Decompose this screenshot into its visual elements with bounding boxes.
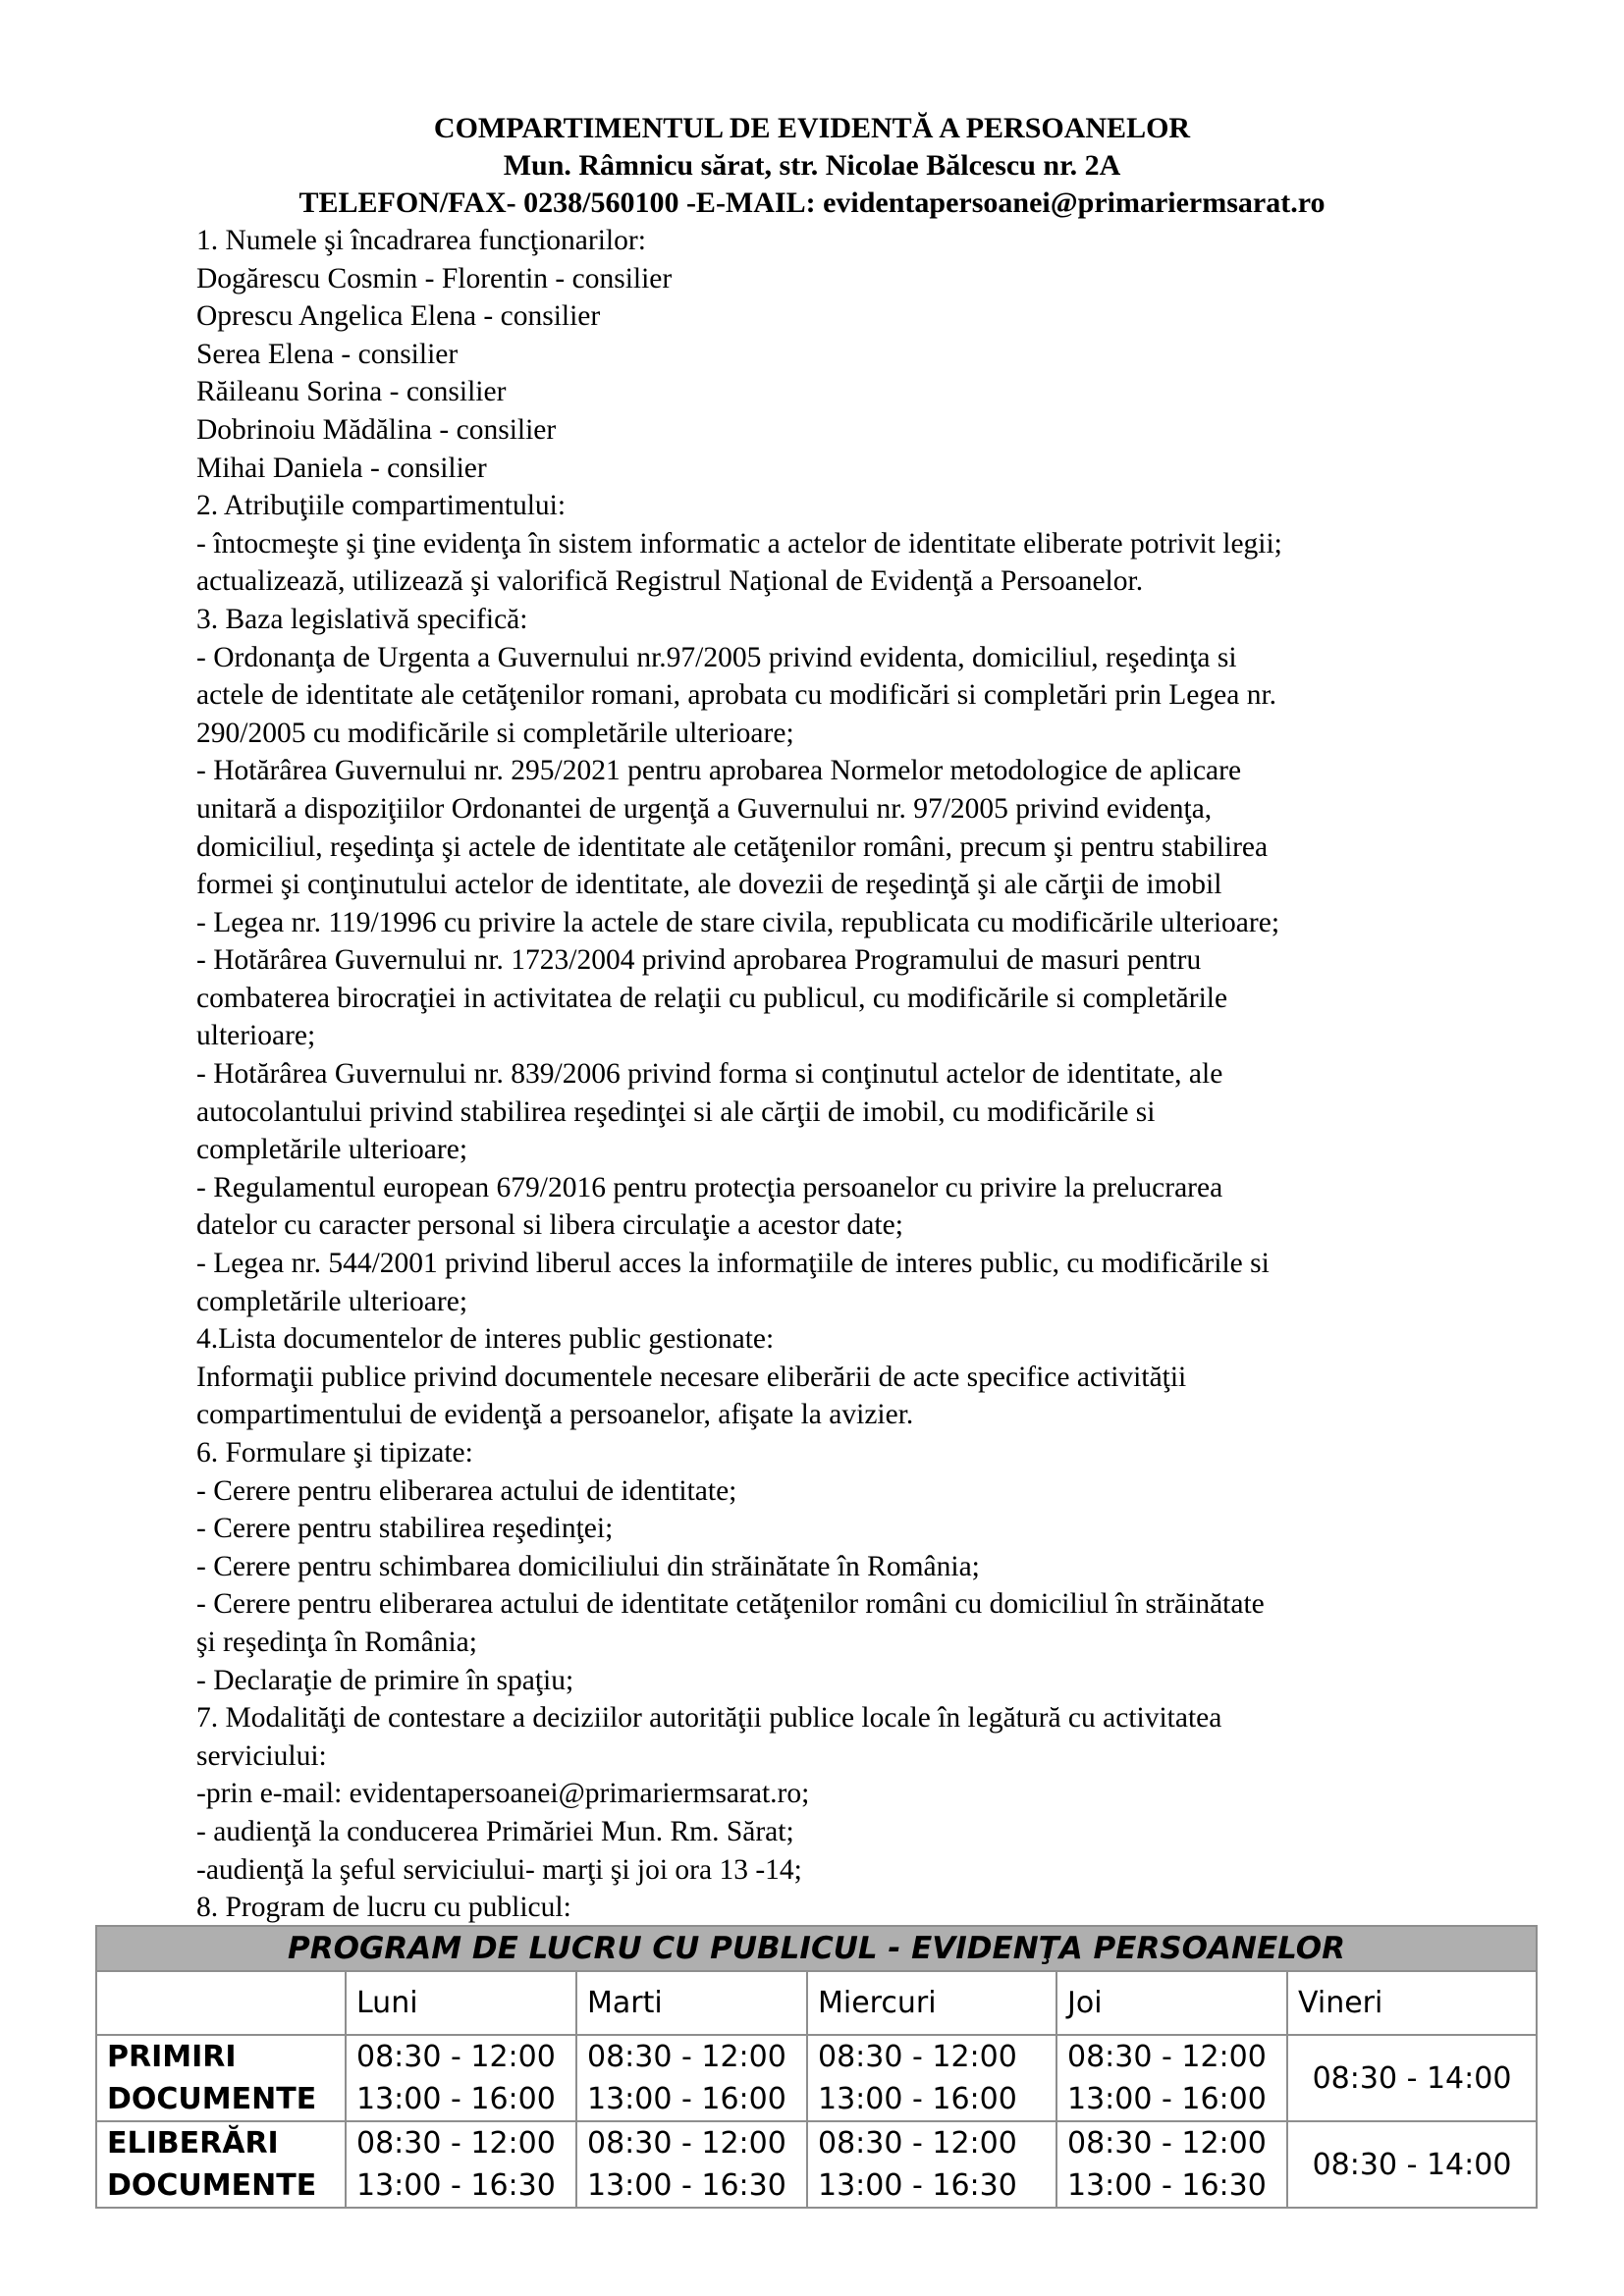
time-range: 13:00 - 16:30 — [818, 2168, 1017, 2203]
time-cell — [576, 2035, 807, 2121]
time-range: 08:30 - 12:00 — [818, 2040, 1017, 2074]
row-label-line: DOCUMENTE — [107, 2082, 317, 2116]
schedule-days-row — [96, 1971, 1537, 2035]
day-header: Marti — [576, 1971, 807, 2035]
body-line: 290/2005 cu modificările si completările ulterioare; — [196, 717, 794, 749]
body-line: 2. Atribuţiile compartimentului: — [196, 490, 567, 522]
time-range: 08:30 - 12:00 — [1067, 2040, 1267, 2074]
body-line: 7. Modalităţi de contestare a deciziilor autorităţii publice locale în legătură cu activitatea — [196, 1702, 1222, 1735]
body-line: unitară a dispoziţiilor Ordonantei de urgenţă a Guvernului nr. 97/2005 privind evidenţa, — [196, 792, 1213, 825]
body-line: datelor cu caracter personal si libera circulaţie a acestor date; — [196, 1209, 903, 1242]
schedule-row-primiri — [96, 2035, 1537, 2121]
time-range: 13:00 - 16:00 — [587, 2082, 786, 2116]
body-line: - Cerere pentru eliberarea actului de identitate cetăţenilor români cu domiciliul în străinătate — [196, 1588, 1265, 1621]
body-line: - Legea nr. 544/2001 privind liberul acces la informaţiile de interes public, cu modificările si — [196, 1248, 1270, 1280]
day-header: Joi — [1056, 1971, 1287, 2035]
time-cell — [1056, 2035, 1287, 2121]
time-range: 13:00 - 16:00 — [356, 2082, 556, 2116]
time-range: 13:00 - 16:00 — [1067, 2082, 1267, 2116]
body-line: actualizează, utilizează şi valorifică Registrul Naţional de Evidenţă a Persoanelor. — [196, 565, 1144, 598]
body-line: - Cerere pentru schimbarea domiciliului din străinătate în România; — [196, 1550, 980, 1582]
time-range: 08:30 - 12:00 — [587, 2040, 786, 2074]
body-line: - Declaraţie de primire în spaţiu; — [196, 1664, 574, 1696]
body-line: domiciliul, reşedinţa şi actele de identitate ale cetăţenilor români, precum şi pentru stabilirea — [196, 830, 1269, 863]
body-line: completările ulterioare; — [196, 1285, 468, 1317]
time-cell — [807, 2121, 1056, 2208]
day-header: Vineri — [1287, 1971, 1537, 2035]
time-range: 08:30 - 12:00 — [356, 2040, 556, 2074]
header-contact: TELEFON/FAX- 0238/560100 -E-MAIL: evidentapersoanei@primariermsarat.ro — [298, 187, 1326, 219]
row-label — [96, 2035, 346, 2121]
schedule-table — [95, 1925, 1538, 2209]
row-label-line: DOCUMENTE — [107, 2168, 317, 2203]
time-range: 13:00 - 16:30 — [1067, 2168, 1267, 2203]
body-line: Serea Elena - consilier — [196, 338, 459, 370]
friday-time-cell: 08:30 - 14:00 — [1287, 2121, 1537, 2208]
body-line: şi reşedinţa în România; — [196, 1626, 477, 1658]
body-line: Dobrinoiu Mădălina - consilier — [196, 413, 557, 446]
body-line: formei şi conţinutului actelor de identitate, ale dovezii de reşedinţă şi ale cărţii de imobil — [196, 869, 1222, 901]
body-line: - Ordonanţa de Urgenta a Guvernului nr.97/2005 privind evidenta, domiciliul, reşedinţa si — [196, 641, 1237, 673]
body-line: -audienţă la şeful serviciului- marţi şi joi ora 13 -14; — [196, 1853, 802, 1886]
body-line: Dogărescu Cosmin - Florentin - consilier — [196, 262, 673, 294]
body-line: combaterea birocraţiei in activitatea de relaţii cu publicul, cu modificările si completările — [196, 982, 1228, 1014]
body-line: completările ulterioare; — [196, 1134, 468, 1166]
time-cell — [346, 2121, 576, 2208]
body-line: Oprescu Angelica Elena - consilier — [196, 300, 601, 333]
time-range: 08:30 - 12:00 — [818, 2126, 1017, 2161]
body-line: compartimentului de evidenţă a persoanelor, afişate la avizier. — [196, 1399, 914, 1431]
time-range: 13:00 - 16:30 — [587, 2168, 786, 2203]
body-line: autocolantului privind stabilirea reşedinţei si ale cărţii de imobil, cu modificările si — [196, 1095, 1156, 1128]
body-line: 4.Lista documentelor de interes public gestionate: — [196, 1323, 775, 1356]
body-line: - Legea nr. 119/1996 cu privire la actele de stare civila, republicata cu modificările ulterioare; — [196, 906, 1280, 938]
body-line: - Regulamentul european 679/2016 pentru protecţia persoanelor cu privire la prelucrarea — [196, 1171, 1223, 1203]
day-header: Miercuri — [807, 1971, 1056, 2035]
body-line: - audienţă la conducerea Primăriei Mun. Rm. Sărat; — [196, 1815, 794, 1847]
header-address: Mun. Râmnicu sărat, str. Nicolae Bălcescu nr. 2A — [503, 149, 1121, 182]
body-line: Răileanu Sorina - consilier — [196, 376, 507, 408]
time-range: 13:00 - 16:30 — [356, 2168, 556, 2203]
time-range: 08:30 - 12:00 — [587, 2126, 786, 2161]
body-line: 8. Program de lucru cu publicul: — [196, 1892, 571, 1924]
schedule-title: PROGRAM DE LUCRU CU PUBLICUL - EVIDENŢA PERSOANELOR — [96, 1926, 1537, 1971]
time-range: 13:00 - 16:00 — [818, 2082, 1017, 2116]
time-cell — [807, 2035, 1056, 2121]
body-line: 3. Baza legislativă specifică: — [196, 603, 528, 635]
document-header — [0, 110, 1624, 222]
body-line: 1. Numele şi încadrarea funcţionarilor: — [196, 225, 646, 256]
body-line: serviciului: — [196, 1739, 327, 1772]
schedule-row-eliberari — [96, 2121, 1537, 2208]
time-range: 08:30 - 12:00 — [356, 2126, 556, 2161]
time-cell — [1056, 2121, 1287, 2208]
body-line: - Cerere pentru stabilirea reşedinţei; — [196, 1513, 614, 1545]
body-line: - Hotărârea Guvernului nr. 839/2006 privind forma si conţinutul actelor de identitate, ale — [196, 1058, 1223, 1091]
header-title: COMPARTIMENTUL DE EVIDENTĂ A PERSOANELOR — [433, 112, 1191, 144]
body-line: - Cerere pentru eliberarea actului de identitate; — [196, 1474, 737, 1507]
body-line: -prin e-mail: evidentapersoanei@primariermsarat.ro; — [196, 1778, 810, 1810]
body-line: 6. Formulare şi tipizate: — [196, 1437, 473, 1468]
row-label — [96, 2121, 346, 2208]
schedule-corner-cell — [96, 1971, 346, 2035]
body-line: Informaţii publice privind documentele necesare eliberării de acte specifice activităţii — [196, 1361, 1187, 1393]
row-label-line: ELIBERĂRI — [107, 2126, 279, 2161]
time-cell — [576, 2121, 807, 2208]
body-line: Mihai Daniela - consilier — [196, 452, 487, 484]
time-range: 08:30 - 12:00 — [1067, 2126, 1267, 2161]
body-line: - Hotărârea Guvernului nr. 295/2021 pentru aprobarea Normelor metodologice de aplicare — [196, 755, 1242, 787]
body-line: actele de identitate ale cetăţenilor romani, aprobata cu modificări si completări prin Legea nr. — [196, 679, 1277, 712]
friday-time-cell: 08:30 - 14:00 — [1287, 2035, 1537, 2121]
document-body — [196, 222, 1473, 1927]
time-cell — [346, 2035, 576, 2121]
day-header: Luni — [346, 1971, 576, 2035]
body-line: - Hotărârea Guvernului nr. 1723/2004 privind aprobarea Programului de masuri pentru — [196, 944, 1202, 977]
body-line: ulterioare; — [196, 1020, 316, 1052]
row-label-line: PRIMIRI — [107, 2040, 237, 2074]
body-line: - întocmeşte şi ţine evidenţa în sistem informatic a actelor de identitate eliberate potrivit legii; — [196, 527, 1282, 560]
